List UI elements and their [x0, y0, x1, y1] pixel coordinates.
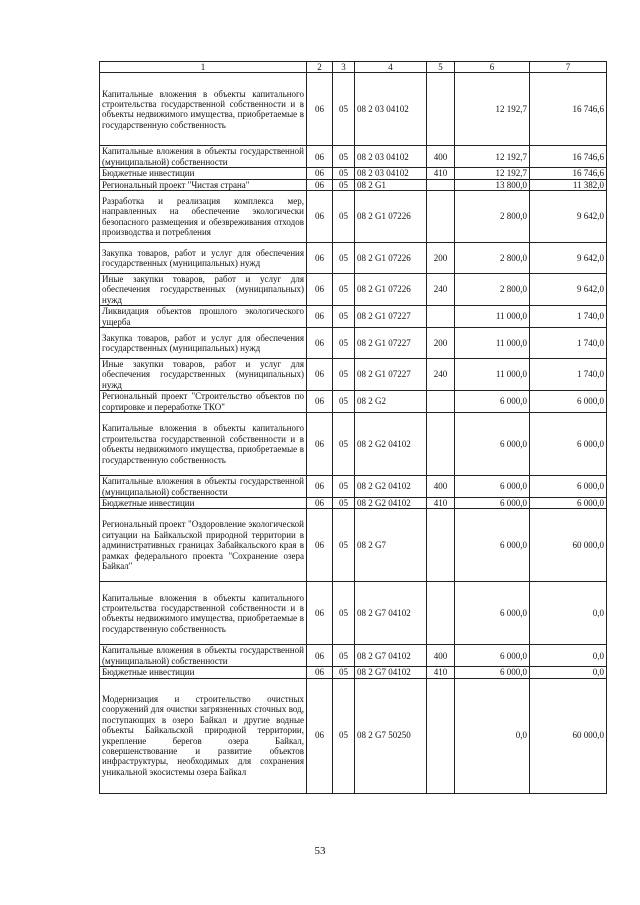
section-code-cell: 06: [307, 306, 333, 328]
section-code-cell: 06: [307, 582, 333, 645]
subsection-code-cell: 05: [333, 678, 355, 793]
target-article-cell: 08 2 G7: [355, 509, 427, 582]
amount-col6-cell: 6 000,0: [455, 497, 530, 508]
table-row: [100, 391, 607, 413]
page-number: 53: [314, 845, 326, 857]
amount-col6-cell: 12 192,7: [455, 146, 530, 168]
expense-type-cell: 400: [427, 645, 455, 667]
target-article-cell: 08 2 G1: [355, 179, 427, 190]
amount-col6-cell: 12 192,7: [455, 168, 530, 179]
expense-type-cell: 200: [427, 328, 455, 359]
amount-col7-cell: 6 000,0: [530, 413, 607, 476]
section-code-cell: 06: [307, 476, 333, 498]
expense-type-cell: [427, 678, 455, 793]
header-cell: 1: [100, 62, 307, 73]
target-article-cell: 08 2 G2 04102: [355, 497, 427, 508]
expense-type-cell: 240: [427, 274, 455, 306]
amount-col6-cell: 13 800,0: [455, 179, 530, 190]
amount-col7-cell: 0,0: [530, 645, 607, 667]
amount-col6-cell: 2 800,0: [455, 243, 530, 274]
subsection-code-cell: 05: [333, 146, 355, 168]
header-cell: 6: [455, 62, 530, 73]
amount-col6-cell: 6 000,0: [455, 413, 530, 476]
section-code-cell: 06: [307, 509, 333, 582]
row-name-cell: Бюджетные инвестиции: [100, 168, 307, 179]
table-row: [100, 678, 607, 793]
section-code-cell: 06: [307, 146, 333, 168]
amount-col7-cell: 9 642,0: [530, 191, 607, 243]
target-article-cell: 08 2 03 04102: [355, 146, 427, 168]
amount-col7-cell: 1 740,0: [530, 306, 607, 328]
row-name-cell: Бюджетные инвестиции: [100, 497, 307, 508]
amount-col7-cell: 1 740,0: [530, 328, 607, 359]
amount-col6-cell: 6 000,0: [455, 391, 530, 413]
amount-col7-cell: 1 740,0: [530, 359, 607, 391]
row-name-cell: Иные закупки товаров, работ и услуг для обеспечения государственных (муниципальных) нужд: [100, 274, 307, 306]
section-code-cell: 06: [307, 678, 333, 793]
expense-type-cell: 400: [427, 476, 455, 498]
table-row: [100, 413, 607, 476]
target-article-cell: 08 2 G1 07227: [355, 359, 427, 391]
section-code-cell: 06: [307, 73, 333, 146]
section-code-cell: 06: [307, 391, 333, 413]
row-name-cell: Бюджетные инвестиции: [100, 667, 307, 678]
target-article-cell: 08 2 G7 04102: [355, 645, 427, 667]
table-row: [100, 146, 607, 168]
subsection-code-cell: 05: [333, 168, 355, 179]
amount-col7-cell: 16 746,6: [530, 73, 607, 146]
row-name-cell: Капитальные вложения в объекты государственной (муниципальной) собственности: [100, 645, 307, 667]
header-cell: 2: [307, 62, 333, 73]
subsection-code-cell: 05: [333, 359, 355, 391]
expense-type-cell: [427, 306, 455, 328]
table-row: [100, 645, 607, 667]
target-article-cell: 08 2 03 04102: [355, 168, 427, 179]
amount-col7-cell: 9 642,0: [530, 274, 607, 306]
header-cell: 4: [355, 62, 427, 73]
expense-type-cell: 410: [427, 497, 455, 508]
subsection-code-cell: 05: [333, 497, 355, 508]
header-cell: 7: [530, 62, 607, 73]
section-code-cell: 06: [307, 243, 333, 274]
subsection-code-cell: 05: [333, 306, 355, 328]
row-name-cell: Региональный проект "Чистая страна": [100, 179, 307, 190]
section-code-cell: 06: [307, 328, 333, 359]
section-code-cell: 06: [307, 359, 333, 391]
header-cell: 3: [333, 62, 355, 73]
amount-col7-cell: 6 000,0: [530, 391, 607, 413]
table-row: [100, 168, 607, 179]
row-name-cell: Ликвидация объектов прошлого экологического ущерба: [100, 306, 307, 328]
header-cell: 5: [427, 62, 455, 73]
amount-col7-cell: 16 746,6: [530, 146, 607, 168]
expense-type-cell: [427, 191, 455, 243]
amount-col6-cell: 11 000,0: [455, 328, 530, 359]
subsection-code-cell: 05: [333, 645, 355, 667]
amount-col7-cell: 6 000,0: [530, 476, 607, 498]
expense-type-cell: 240: [427, 359, 455, 391]
subsection-code-cell: 05: [333, 191, 355, 243]
amount-col6-cell: 6 000,0: [455, 509, 530, 582]
amount-col6-cell: 0,0: [455, 678, 530, 793]
target-article-cell: 08 2 G1 07226: [355, 243, 427, 274]
amount-col7-cell: 60 000,0: [530, 678, 607, 793]
subsection-code-cell: 05: [333, 243, 355, 274]
amount-col7-cell: 0,0: [530, 667, 607, 678]
amount-col7-cell: 0,0: [530, 582, 607, 645]
target-article-cell: 08 2 G1 07226: [355, 191, 427, 243]
amount-col6-cell: 6 000,0: [455, 476, 530, 498]
row-name-cell: Капитальные вложения в объекты капитального строительства государственной собственности и в объекты недвижимого имущества, приобретаемые в государственную собственность: [100, 73, 307, 146]
row-name-cell: Закупка товаров, работ и услуг для обеспечения государственных (муниципальных) нужд: [100, 328, 307, 359]
subsection-code-cell: 05: [333, 274, 355, 306]
table-row: [100, 274, 607, 306]
subsection-code-cell: 05: [333, 582, 355, 645]
expense-type-cell: 200: [427, 243, 455, 274]
subsection-code-cell: 05: [333, 391, 355, 413]
target-article-cell: 08 2 G7 04102: [355, 667, 427, 678]
amount-col6-cell: 6 000,0: [455, 667, 530, 678]
header-row: [100, 62, 607, 73]
table-row: [100, 497, 607, 508]
amount-col6-cell: 11 000,0: [455, 306, 530, 328]
table-row: [100, 509, 607, 582]
expense-type-cell: [427, 582, 455, 645]
table-row: [100, 243, 607, 274]
row-name-cell: Капитальные вложения в объекты капитального строительства государственной собственности и в объекты недвижимого имущества, приобретаемые в государственную собственность: [100, 413, 307, 476]
row-name-cell: Закупка товаров, работ и услуг для обеспечения государственных (муниципальных) нужд: [100, 243, 307, 274]
target-article-cell: 08 2 G7 50250: [355, 678, 427, 793]
section-code-cell: 06: [307, 645, 333, 667]
subsection-code-cell: 05: [333, 179, 355, 190]
target-article-cell: 08 2 G2 04102: [355, 413, 427, 476]
row-name-cell: Капитальные вложения в объекты государственной (муниципальной) собственности: [100, 146, 307, 168]
amount-col7-cell: 9 642,0: [530, 243, 607, 274]
table-row: [100, 328, 607, 359]
subsection-code-cell: 05: [333, 667, 355, 678]
table-row: [100, 359, 607, 391]
target-article-cell: 08 2 G1 07226: [355, 274, 427, 306]
row-name-cell: Региональный проект "Оздоровление экологической ситуации на Байкальской природной территории в административных границах Забайкальского края в рамках федерального проекта "Сохранение озера Байкал": [100, 509, 307, 582]
row-name-cell: Иные закупки товаров, работ и услуг для обеспечения государственных (муниципальных) нужд: [100, 359, 307, 391]
subsection-code-cell: 05: [333, 328, 355, 359]
table-row: [100, 191, 607, 243]
expense-type-cell: [427, 391, 455, 413]
amount-col7-cell: 60 000,0: [530, 509, 607, 582]
section-code-cell: 06: [307, 667, 333, 678]
subsection-code-cell: 05: [333, 413, 355, 476]
target-article-cell: 08 2 03 04102: [355, 73, 427, 146]
table-row: [100, 306, 607, 328]
section-code-cell: 06: [307, 168, 333, 179]
amount-col6-cell: 11 000,0: [455, 359, 530, 391]
section-code-cell: 06: [307, 413, 333, 476]
amount-col7-cell: 16 746,6: [530, 168, 607, 179]
target-article-cell: 08 2 G2: [355, 391, 427, 413]
row-name-cell: Капитальные вложения в объекты капитального строительства государственной собственности и в объекты недвижимого имущества, приобретаемые в государственную собственность: [100, 582, 307, 645]
subsection-code-cell: 05: [333, 73, 355, 146]
expense-type-cell: 410: [427, 667, 455, 678]
section-code-cell: 06: [307, 191, 333, 243]
amount-col7-cell: 6 000,0: [530, 497, 607, 508]
budget-table: [99, 61, 607, 794]
row-name-cell: Региональный проект "Строительство объектов по сортировке и переработке ТКО": [100, 391, 307, 413]
target-article-cell: 08 2 G1 07227: [355, 306, 427, 328]
expense-type-cell: [427, 509, 455, 582]
target-article-cell: 08 2 G2 04102: [355, 476, 427, 498]
amount-col6-cell: 12 192,7: [455, 73, 530, 146]
amount-col6-cell: 6 000,0: [455, 582, 530, 645]
table-row: [100, 73, 607, 146]
expense-type-cell: [427, 73, 455, 146]
section-code-cell: 06: [307, 497, 333, 508]
table-row: [100, 667, 607, 678]
amount-col6-cell: 6 000,0: [455, 645, 530, 667]
row-name-cell: Капитальные вложения в объекты государственной (муниципальной) собственности: [100, 476, 307, 498]
section-code-cell: 06: [307, 179, 333, 190]
subsection-code-cell: 05: [333, 509, 355, 582]
target-article-cell: 08 2 G1 07227: [355, 328, 427, 359]
table-row: [100, 476, 607, 498]
row-name-cell: Разработка и реализация комплекса мер, направленных на обеспечение экологически безопасного размещения и обезвреживания отходов производства и потребления: [100, 191, 307, 243]
subsection-code-cell: 05: [333, 476, 355, 498]
amount-col6-cell: 2 800,0: [455, 191, 530, 243]
target-article-cell: 08 2 G7 04102: [355, 582, 427, 645]
expense-type-cell: 400: [427, 146, 455, 168]
expense-type-cell: [427, 179, 455, 190]
table-row: [100, 582, 607, 645]
expense-type-cell: [427, 413, 455, 476]
expense-type-cell: 410: [427, 168, 455, 179]
section-code-cell: 06: [307, 274, 333, 306]
table-row: [100, 179, 607, 190]
row-name-cell: Модернизация и строительство очистных сооружений для очистки загрязненных сточных вод, поступающих в озеро Байкал и другие водные объекты Байкальской природной территории, укрепление берегов озера Байкал, совершенствование и развитие объектов инфраструктуры, необходимых для сохранения уникальной экосистемы озера Байкал: [100, 678, 307, 793]
amount-col7-cell: 11 382,0: [530, 179, 607, 190]
amount-col6-cell: 2 800,0: [455, 274, 530, 306]
